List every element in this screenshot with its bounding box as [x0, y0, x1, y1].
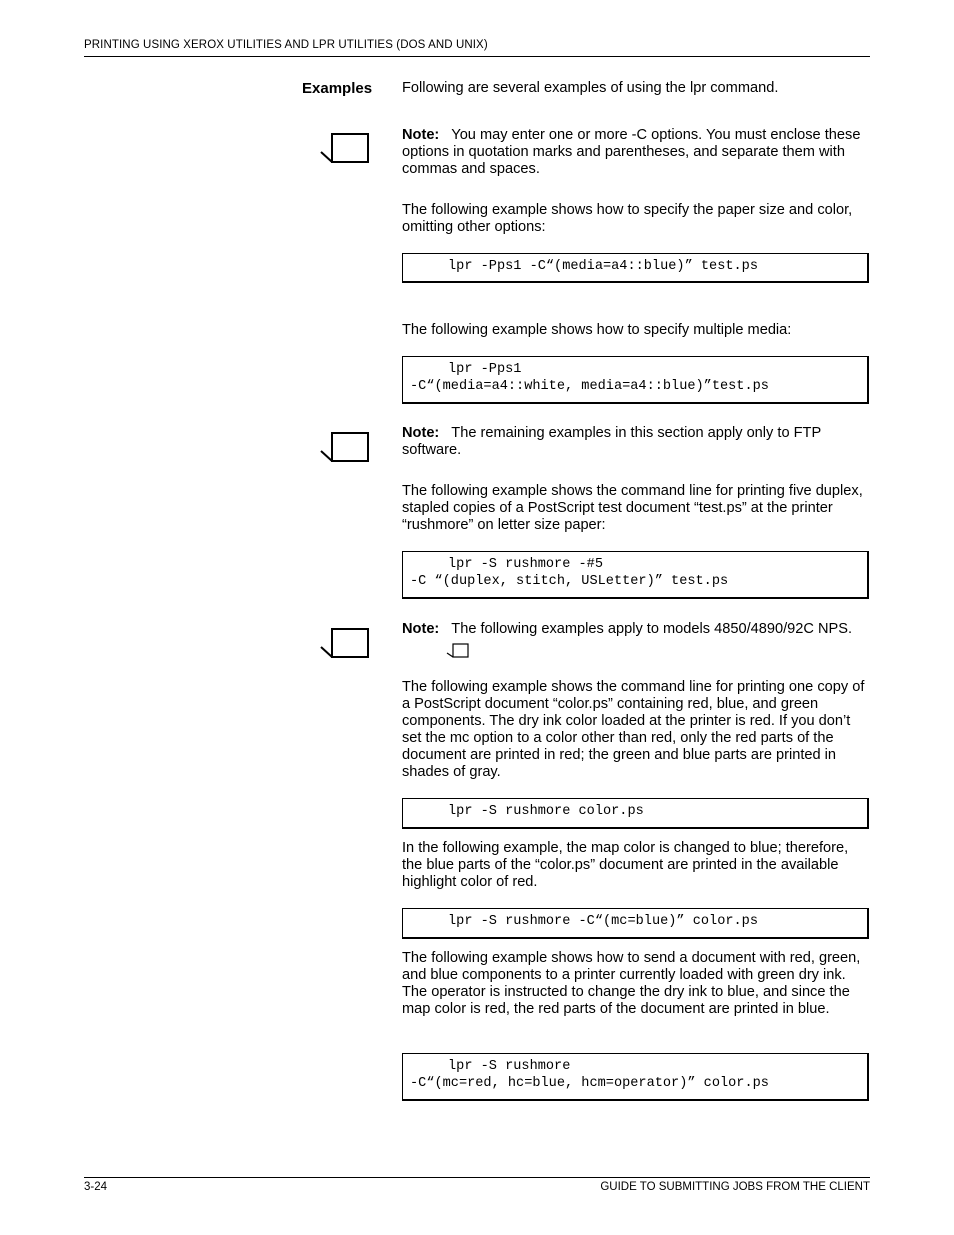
- page-number: 3-24: [84, 1181, 108, 1193]
- footer-rule: [84, 1177, 870, 1178]
- code-line: lpr -S rushmore color.ps: [448, 804, 644, 819]
- note-label: Note:: [402, 621, 440, 637]
- note-text: The remaining examples in this section apply only to FTP software.: [402, 425, 821, 458]
- section-intro: Following are several examples of using the lpr command.: [402, 80, 779, 96]
- note-label: Note:: [402, 127, 440, 143]
- code-line: lpr -S rushmore -C“(mc=blue)” color.ps: [448, 914, 758, 929]
- header-rule: [84, 56, 870, 57]
- code-line: -C“(media=a4::white, media=a4::blue)”test.ps: [410, 379, 769, 394]
- code-block-5: [402, 908, 869, 939]
- code-line: lpr -Pps1: [448, 362, 522, 377]
- note-page-icon: [320, 627, 370, 659]
- code-block-3: [402, 551, 869, 599]
- note-page-icon: [320, 431, 370, 463]
- code-line: lpr -Pps1 -C“(media=a4::blue)” test.ps: [448, 259, 758, 274]
- note-2: [402, 425, 870, 459]
- paragraph-4: The following example shows the command line for printing one copy of a PostScript document “color.ps” containing red, blue, and green components. The dry ink color loaded at the printer is red. If you don’t set the mc option to a color other than red, only the red parts of the document are printed in red; the green and blue parts are printed in shades of gray.: [402, 679, 865, 780]
- note-1: [402, 127, 870, 178]
- paragraph-6: The following example shows how to send a document with red, green, and blue components to a printer currently loaded with green dry ink. The operator is instructed to change the dry ink to blue, and since the map color is red, the red parts of the document are printed in blue.: [402, 950, 861, 1017]
- section-heading: Examples: [302, 80, 373, 97]
- note-text: The following examples apply to models 4850/4890/92C NPS.: [451, 621, 853, 637]
- note-label: Note:: [402, 425, 440, 441]
- paragraph-5: In the following example, the map color is changed to blue; therefore, the blue parts of the “color.ps” document are printed in the available highlight color of red.: [402, 840, 849, 890]
- paragraph-2: The following example shows how to specify multiple media:: [402, 322, 792, 338]
- code-block-2: [402, 356, 869, 404]
- code-block-4: [402, 798, 869, 829]
- running-footer: GUIDE TO SUBMITTING JOBS FROM THE CLIENT: [600, 1181, 870, 1193]
- code-line: -C“(mc=red, hc=blue, hcm=operator)” color.ps: [410, 1076, 769, 1091]
- code-line: lpr -S rushmore: [448, 1059, 571, 1074]
- paragraph-3: The following example shows the command line for printing five duplex, stapled copies of a PostScript test document “test.ps” at the printer “rushmore” on letter size paper:: [402, 483, 863, 533]
- note-page-icon: [320, 132, 370, 164]
- code-block-1: [402, 253, 869, 283]
- paragraph-1: The following example shows how to specify the paper size and color, omitting other options:: [402, 202, 853, 235]
- code-line: -C “(duplex, stitch, USLetter)” test.ps: [410, 574, 729, 589]
- note-3: [402, 621, 870, 638]
- note-end-icon: [446, 643, 470, 659]
- running-header: PRINTING USING XEROX UTILITIES AND LPR UTILITIES (DOS AND UNIX): [84, 39, 488, 51]
- note-text: You may enter one or more -C options. You must enclose these options in quotation marks and parentheses, and separate them with commas and spaces.: [402, 127, 861, 177]
- code-line: lpr -S rushmore -#5: [448, 557, 603, 572]
- code-block-6: [402, 1053, 869, 1101]
